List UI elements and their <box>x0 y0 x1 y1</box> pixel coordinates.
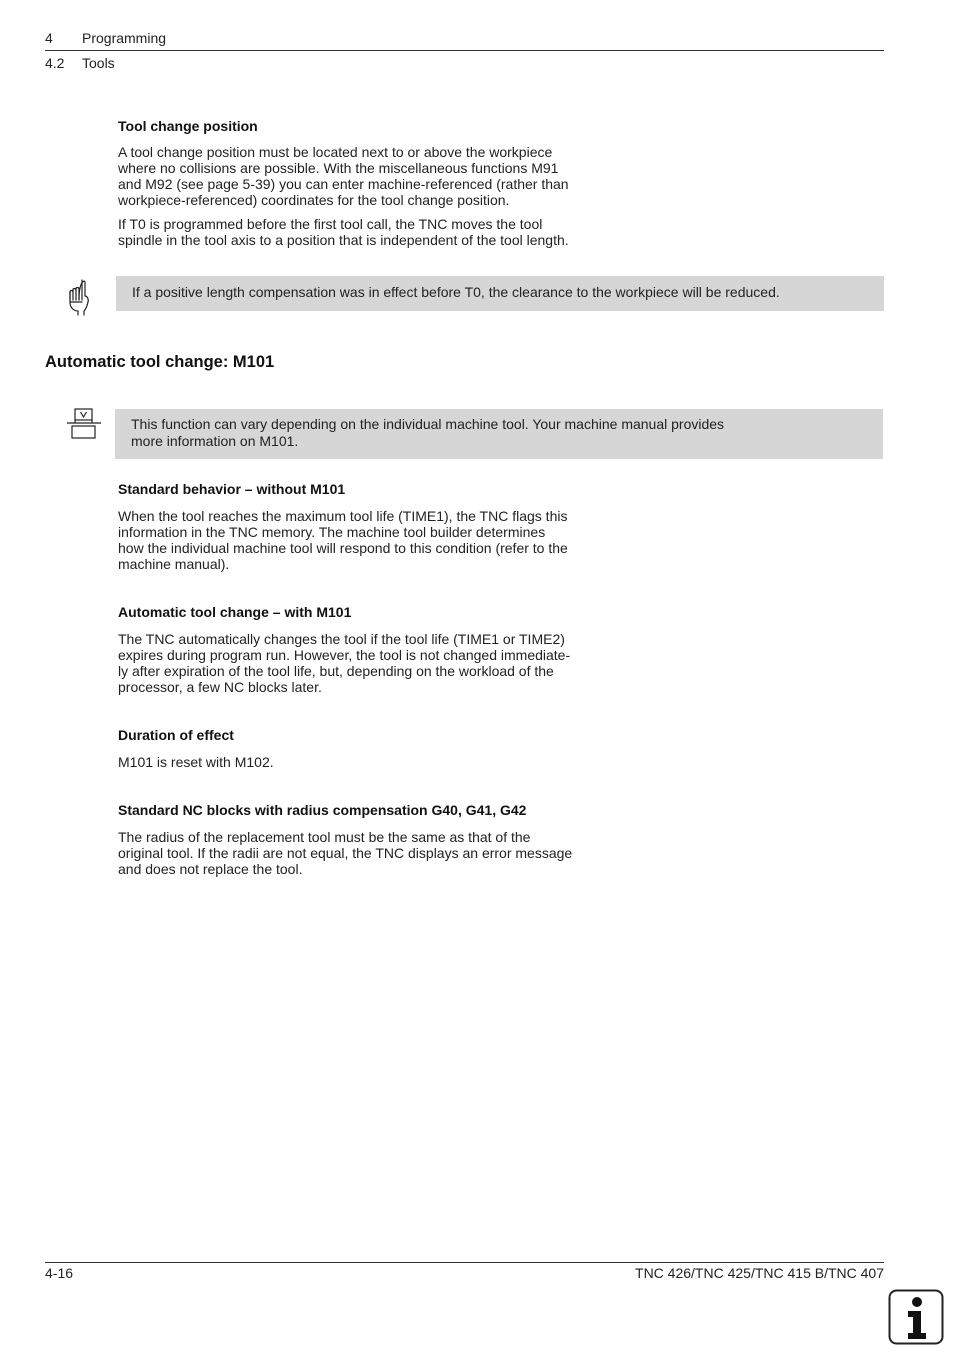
standard-nc-blocks-paragraph <box>118 829 598 877</box>
text-line: processor, a few NC blocks later. <box>118 679 322 695</box>
text-line: how the individual machine tool will respond to this condition (refer to the <box>118 540 568 556</box>
text-line: and M92 (see page 5-39) you can enter machine-referenced (rather than <box>118 176 569 192</box>
text-line: where no collisions are possible. With the miscellaneous functions M91 <box>118 160 559 176</box>
product-name: TNC 426/TNC 425/TNC 415 B/TNC 407 <box>635 1265 884 1281</box>
note-text-line: more information on M101. <box>131 433 299 449</box>
standard-behavior-heading: Standard behavior – without M101 <box>118 481 346 497</box>
header-chapter-title: Programming <box>82 30 167 46</box>
text-line: M101 is reset with M102. <box>118 754 274 770</box>
header-rule <box>45 50 884 51</box>
positive-compensation-note <box>116 276 884 311</box>
standard-behavior-paragraph <box>118 508 598 572</box>
text-line: The radius of the replacement tool must be the same as that of the <box>118 829 531 845</box>
text-line: A tool change position must be located next to or above the workpiece <box>118 144 553 160</box>
hand-pointing-icon <box>64 278 94 321</box>
tool-change-position-paragraph-1 <box>118 144 598 208</box>
text-line: ly after expiration of the tool life, but, depending on the workload of the <box>118 663 554 679</box>
machine-dependent-note <box>115 409 883 459</box>
footer-rule <box>45 1262 884 1263</box>
page-number: 4-16 <box>45 1265 74 1281</box>
text-line: spindle in the tool axis to a position that is independent of the tool length. <box>118 232 569 248</box>
text-line: and does not replace the tool. <box>118 861 303 877</box>
note-text-line: This function can vary depending on the individual machine tool. Your machine manual provides <box>131 416 725 432</box>
with-m101-heading: Automatic tool change – with M101 <box>118 604 352 620</box>
text-line: machine manual). <box>118 556 230 572</box>
tool-change-position-paragraph-2 <box>118 216 598 248</box>
text-line: If T0 is programmed before the first tool call, the TNC moves the tool <box>118 216 543 232</box>
text-line: information in the TNC memory. The machine tool builder determines <box>118 524 546 540</box>
note-text: If a positive length compensation was in effect before T0, the clearance to the workpiece will be reduced. <box>132 284 780 300</box>
text-line: expires during program run. However, the tool is not changed immediate- <box>118 647 571 663</box>
info-icon[interactable] <box>888 1289 944 1350</box>
machine-tool-icon <box>66 408 102 447</box>
automatic-tool-change-heading: Automatic tool change: M101 <box>45 353 275 371</box>
header-section-title: Tools <box>82 55 115 71</box>
text-line: The TNC automatically changes the tool if the tool life (TIME1 or TIME2) <box>118 631 565 647</box>
tool-change-position-heading: Tool change position <box>118 118 258 134</box>
standard-nc-blocks-heading: Standard NC blocks with radius compensation G40, G41, G42 <box>118 802 527 818</box>
text-line: When the tool reaches the maximum tool life (TIME1), the TNC flags this <box>118 508 568 524</box>
text-line: workpiece-referenced) coordinates for the tool change position. <box>118 192 510 208</box>
header-chapter-number: 4 <box>45 30 53 46</box>
duration-paragraph <box>118 754 598 770</box>
duration-heading: Duration of effect <box>118 727 234 743</box>
header-section-number: 4.2 <box>45 55 65 71</box>
with-m101-paragraph <box>118 631 598 695</box>
text-line: original tool. If the radii are not equal, the TNC displays an error message <box>118 845 573 861</box>
